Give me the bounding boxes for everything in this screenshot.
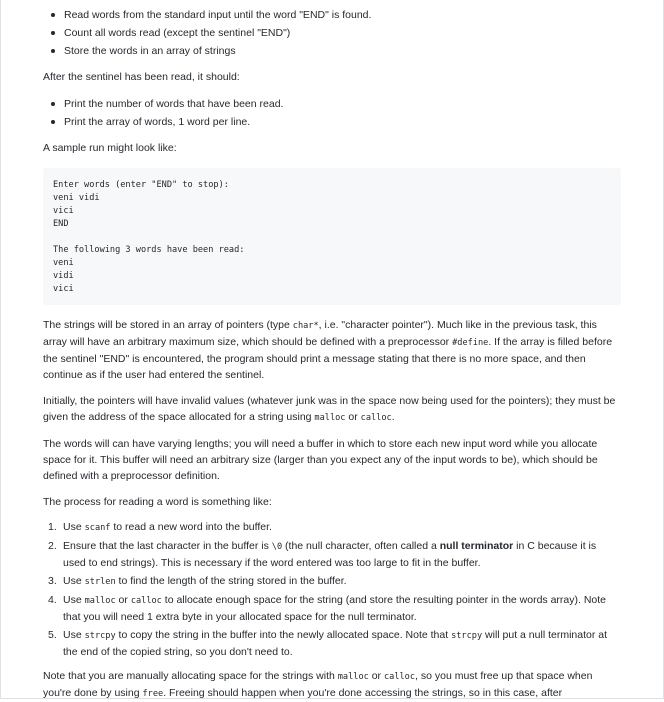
inline-code: malloc (337, 672, 369, 682)
inline-code: calloc (383, 672, 416, 682)
step-number: 5. (48, 629, 57, 641)
inline-code: calloc (360, 413, 392, 423)
read-requirements-list (43, 6, 621, 60)
after-sentinel-text: After the sentinel has been read, it should: (43, 71, 240, 83)
code-line: The following 3 words have been read: (53, 245, 245, 255)
code-line: veni (53, 258, 74, 268)
paragraph-text: . Freeing should happen when you're done accessing the strings, so in this case, after (163, 687, 563, 699)
paragraph-text: , i.e. "character pointer"). Much like in the previous task, this array will have an arbitrary maximum size, which should be defined with a preprocessor (43, 319, 597, 348)
initial-pointers-paragraph (43, 393, 621, 426)
step-number: 2. (48, 540, 57, 552)
step-text: (the null character, often called a (282, 540, 440, 552)
list-item: Store the words in an array of strings (64, 42, 621, 60)
code-line: vidi (53, 271, 74, 281)
step-text: or (115, 594, 131, 606)
paragraph-text: or (368, 670, 384, 682)
step-text: will put a null terminator at the end of the copied string, so you don't need to. (63, 629, 608, 658)
list-item: Read words from the standard input until the word "END" is found. (64, 6, 621, 24)
paragraph-text: The strings will be stored in an array of pointers (type (43, 319, 293, 331)
inline-code: strlen (84, 577, 116, 587)
inline-code: char* (292, 321, 319, 331)
list-item: Print the array of words, 1 word per line. (64, 113, 621, 131)
step-text: Ensure that the last character in the buffer is (63, 540, 272, 552)
storage-paragraph (43, 317, 621, 383)
inline-code: strcpy (84, 631, 116, 641)
assignment-content (43, 6, 621, 702)
paragraph-text: or (345, 411, 361, 423)
inline-code: scanf (84, 523, 111, 533)
step-text: to read a new word into the buffer. (110, 521, 272, 533)
inline-code: strcpy (451, 631, 483, 641)
paragraph-text: , so you must free up that space when you're done by using (43, 670, 593, 699)
sample-run-intro: A sample run might look like: (43, 142, 177, 154)
paragraph-text: . If the array is filled before the sentinel "END" is encountered, the program should print a message stating that there is no more space, and then continue as if the user had entered the sentinel. (43, 336, 613, 381)
code-line: vici (53, 206, 74, 216)
inline-code: \0 (271, 542, 283, 552)
inline-code: malloc (84, 596, 116, 606)
step-item (48, 627, 621, 660)
step-text: Use (63, 594, 85, 606)
bold-term: null terminator (439, 540, 514, 552)
step-text: to allocate enough space for the string (and store the resulting pointer in the words array). Note that you will need 1 extra byte in your allocated space for the null terminator. (63, 594, 607, 623)
read-process-steps (43, 519, 621, 660)
code-line (53, 231, 611, 244)
inline-code: calloc (130, 596, 162, 606)
print-requirements-list (43, 95, 621, 131)
step-text: Use (63, 521, 85, 533)
step-text: to copy the string in the buffer into the newly allocated space. Note that (115, 629, 452, 641)
step-item (48, 519, 621, 536)
sample-run-code-block (43, 168, 621, 305)
inline-code: #define (452, 338, 489, 348)
code-line: Enter words (enter "END" to stop): (53, 180, 229, 190)
free-memory-paragraph (43, 668, 621, 702)
list-item: Count all words read (except the sentinel "END") (64, 24, 621, 42)
process-intro: The process for reading a word is something like: (43, 496, 272, 508)
step-number: 3. (48, 575, 57, 587)
code-line: END (53, 219, 69, 229)
buffer-paragraph: The words will can have varying lengths; you will need a buffer in which to store each new input word while you allocate space for it. This buffer will need an arbitrary size (larger than you expect any of the input words to be), which should be defined with a preprocessor definition. (43, 438, 598, 482)
paragraph-text: Note that you are manually allocating space for the strings with (43, 670, 338, 682)
step-text: to find the length of the string stored in the buffer. (115, 575, 347, 587)
inline-code: free (142, 689, 164, 699)
step-number: 1. (48, 521, 57, 533)
step-text: Use (63, 575, 85, 587)
step-item (48, 573, 621, 590)
step-item (48, 592, 621, 625)
step-number: 4. (48, 594, 57, 606)
step-item (48, 538, 621, 571)
list-item: Print the number of words that have been read. (64, 95, 621, 113)
inline-code: malloc (314, 413, 346, 423)
paragraph-text: Initially, the pointers will have invalid values (whatever junk was in the space now being used for the pointers); they must be given the address of the space allocated for a string using (43, 395, 616, 423)
step-text: Use (63, 629, 85, 641)
step-text: in C because it is used to end strings). This is necessary if the word entered was too large to fit in the buffer. (63, 540, 597, 569)
code-line: vici (53, 284, 74, 294)
code-line: veni vidi (53, 193, 100, 203)
paragraph-text: . (391, 411, 395, 423)
